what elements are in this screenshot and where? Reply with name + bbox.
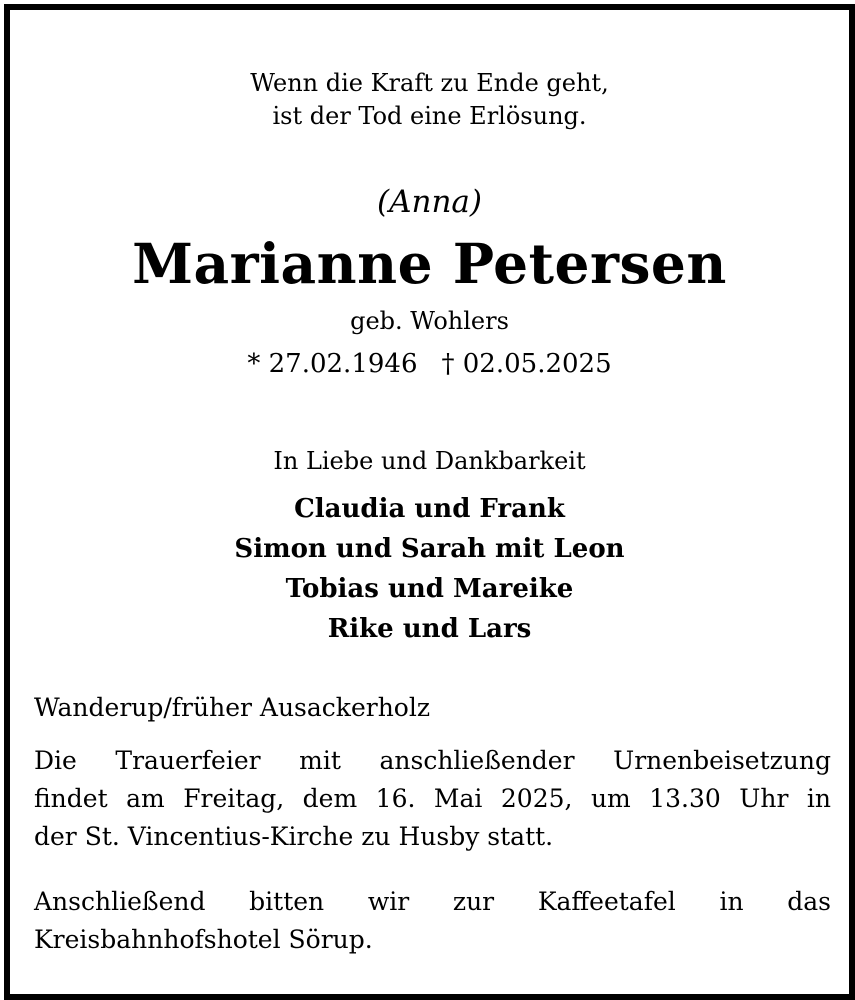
mourner-name: Simon und Sarah mit Leon: [234, 534, 625, 564]
place-of-residence: Wanderup/früher Ausackerholz: [34, 693, 431, 722]
mourner-name: Tobias und Mareike: [285, 574, 574, 604]
reception-line-2: Kreisbahnhofshotel Sörup.: [34, 925, 373, 954]
motto-line-1: Wenn die Kraft zu Ende geht,: [250, 69, 609, 97]
life-dates: [10, 346, 849, 382]
deceased-name: Marianne Petersen: [132, 231, 727, 296]
ceremony-line-3: der St. Vincentius-Kirche zu Husby statt.: [34, 822, 554, 851]
mourner-name: Claudia und Frank: [294, 494, 565, 524]
ceremony-notice: [34, 742, 831, 856]
birth-name: geb. Wohlers: [350, 307, 509, 335]
mourners-list: [10, 489, 849, 649]
obituary-frame: [4, 4, 855, 1000]
death-date: † 02.05.2025: [441, 349, 612, 379]
motto: [10, 67, 849, 133]
motto-line-2: ist der Tod eine Erlösung.: [272, 102, 587, 130]
ceremony-line-1: Die Trauerfeier mit anschließender Urnenbeisetzung: [34, 746, 831, 775]
nickname: (Anna): [377, 184, 482, 220]
mourners-intro: In Liebe und Dankbarkeit: [273, 447, 586, 475]
birth-date: * 27.02.1946: [247, 349, 418, 379]
mourner-name: Rike und Lars: [327, 614, 532, 644]
ceremony-line-2: findet am Freitag, dem 16. Mai 2025, um 13.30 Uhr in: [34, 784, 831, 813]
reception-line-1: Anschließend bitten wir zur Kaffeetafel in das: [34, 887, 831, 916]
reception-notice: [34, 883, 831, 959]
